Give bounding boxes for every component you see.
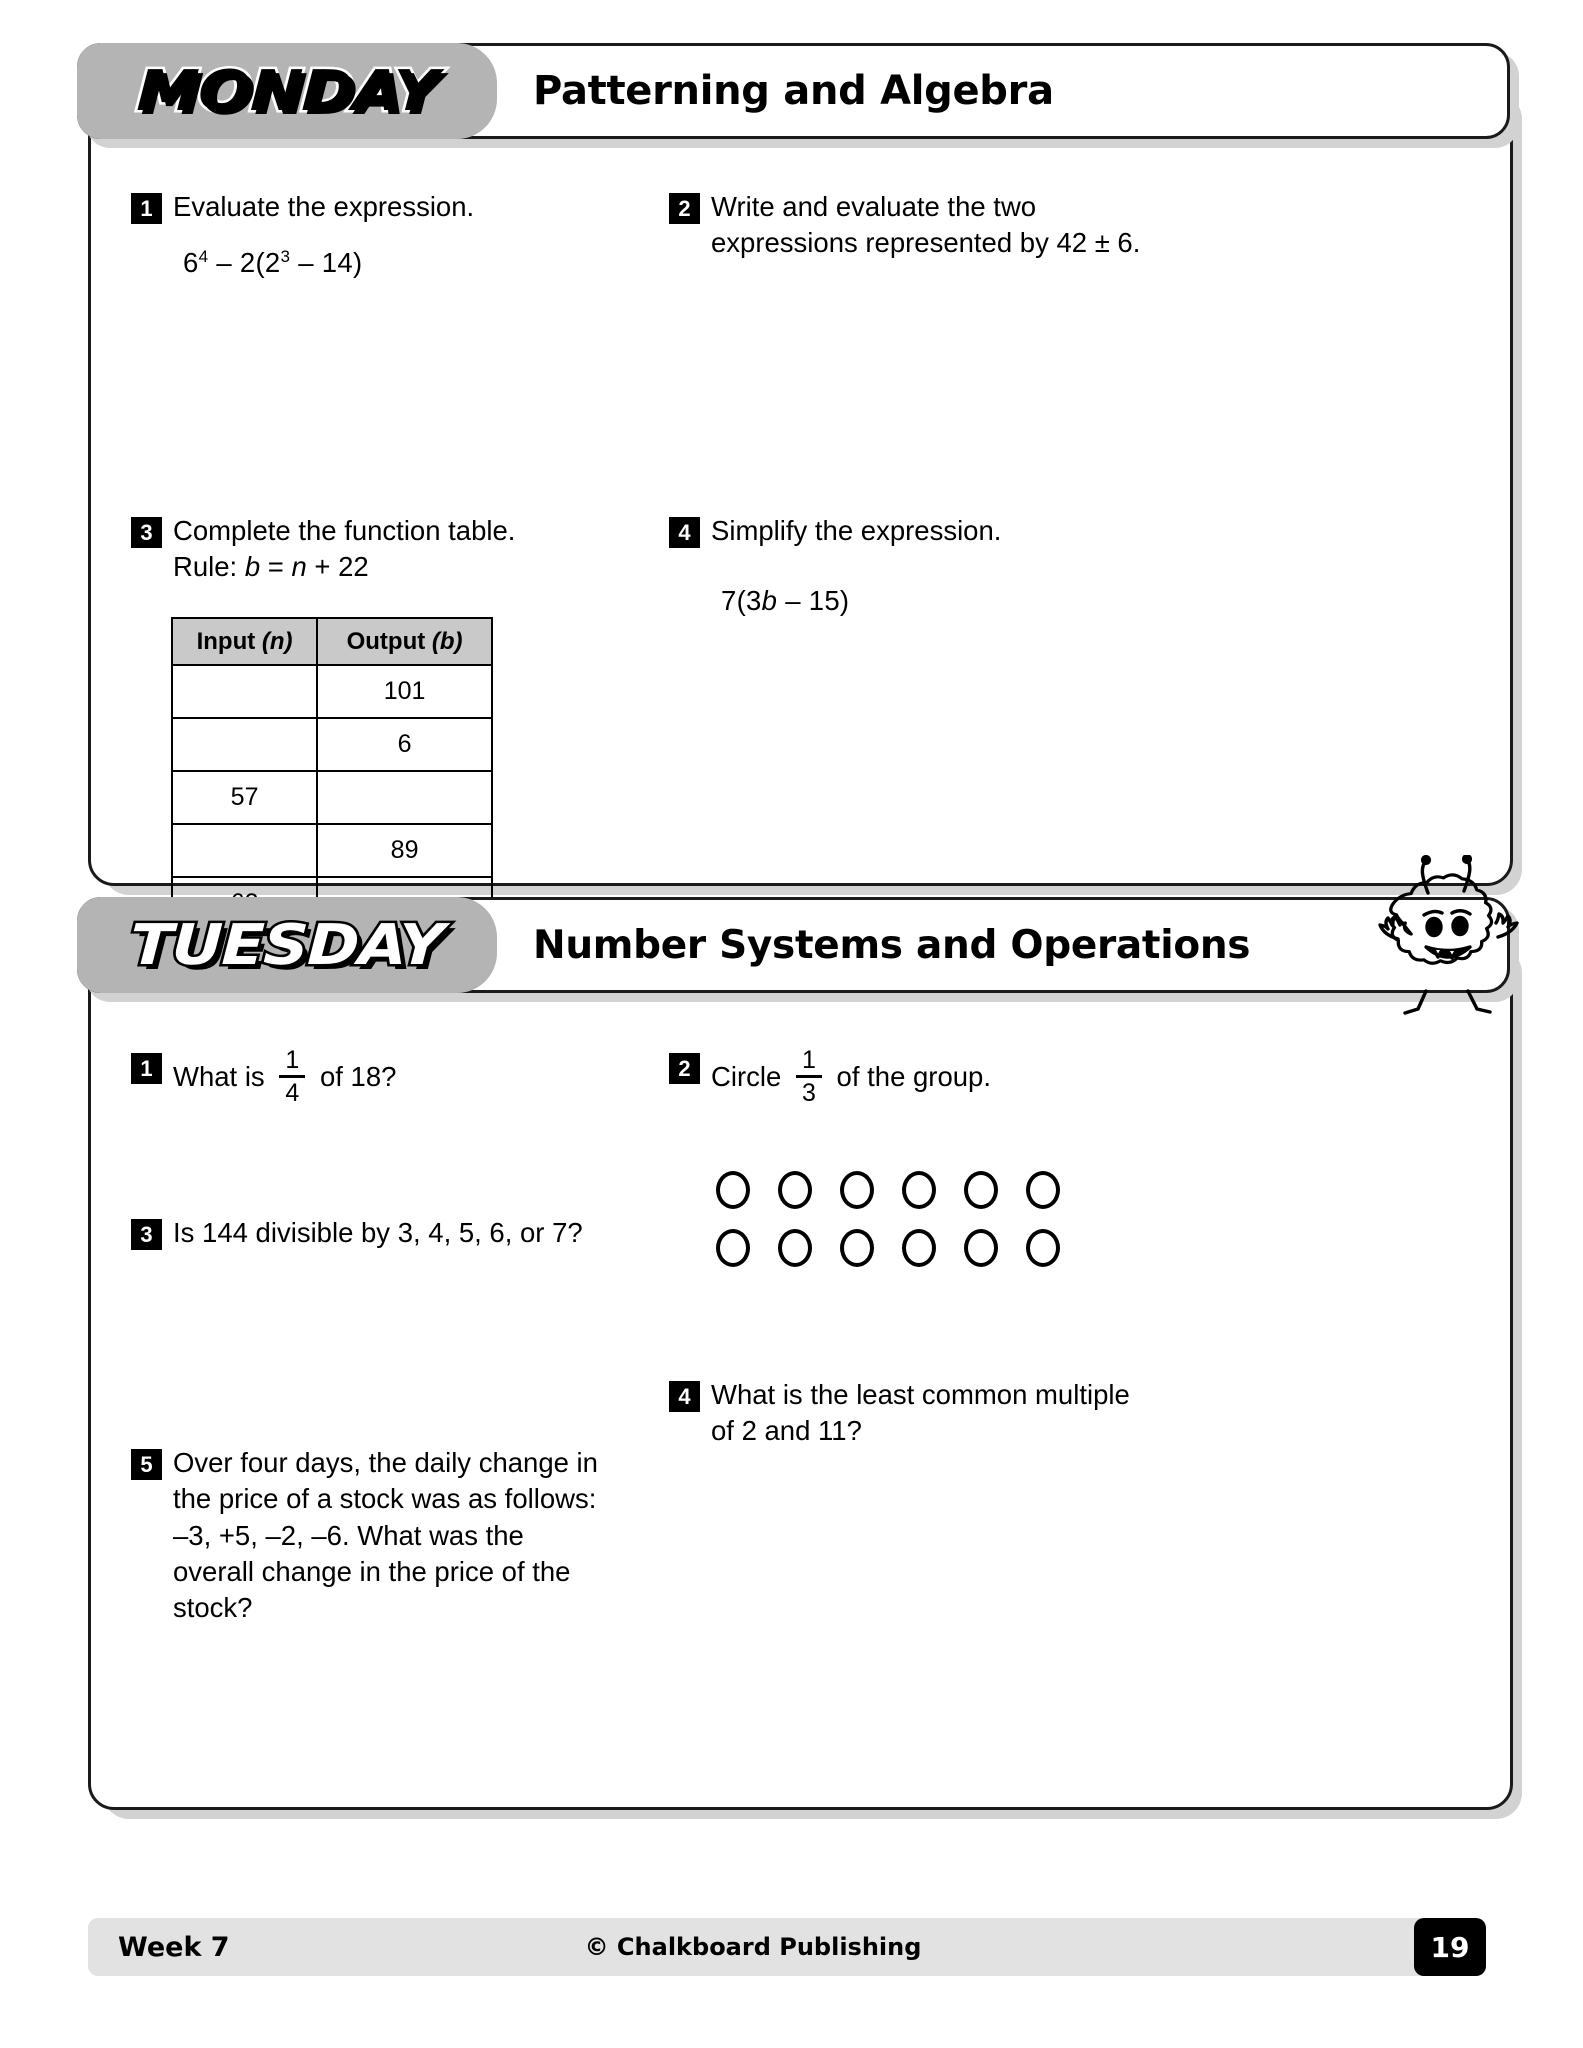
question-number: 2 — [669, 1053, 700, 1084]
question-text: What is the least common multiple of 2 and 11? — [711, 1379, 1130, 1447]
question-tuesday-3 — [131, 1215, 631, 1251]
table-row — [172, 718, 492, 771]
function-table — [171, 617, 493, 931]
circle-row — [716, 1171, 1060, 1209]
circle-item[interactable] — [716, 1229, 750, 1267]
question-text: Over four days, the daily change in the price of a stock was as follows: –3, +5, –2, –6. What was the overall change in the price of the stock? — [173, 1447, 598, 1624]
circle-item[interactable] — [840, 1171, 874, 1209]
table-header-row — [172, 618, 492, 665]
circle-item[interactable] — [716, 1171, 750, 1209]
table-cell-output[interactable]: 6 — [317, 718, 492, 771]
day-badge-monday — [77, 43, 497, 139]
day-topic-tuesday: Number Systems and Operations — [533, 922, 1251, 968]
fraction: $\frac{1}{4}$ — [279, 1047, 305, 1106]
circle-item[interactable] — [1026, 1229, 1060, 1267]
circle-item[interactable] — [778, 1171, 812, 1209]
table-header-input: Input (n) — [172, 618, 317, 665]
table-cell-output[interactable]: 101 — [317, 665, 492, 718]
table-row — [172, 771, 492, 824]
day-panel-tuesday — [88, 912, 1513, 1810]
circle-item[interactable] — [778, 1229, 812, 1267]
circle-item[interactable] — [1026, 1171, 1060, 1209]
day-badge-label: TUESDAY — [129, 912, 445, 978]
function-rule: Rule: b = n + 22 — [173, 551, 369, 583]
question-tuesday-2 — [669, 1046, 1109, 1108]
question-text: Write and evaluate the two expressions represented by 42 ± 6. — [711, 191, 1141, 259]
circle-item[interactable] — [840, 1229, 874, 1267]
question-monday-4 — [669, 513, 1139, 549]
table-cell-input[interactable] — [172, 665, 317, 718]
question-number: 5 — [131, 1449, 162, 1480]
table-cell-input[interactable]: 57 — [172, 771, 317, 824]
question-number: 3 — [131, 517, 162, 548]
circle-item[interactable] — [902, 1171, 936, 1209]
question-text: Is 144 divisible by 3, 4, 5, 6, or 7? — [173, 1217, 583, 1248]
question-number: 4 — [669, 517, 700, 548]
question-tuesday-5 — [131, 1445, 609, 1626]
footer-bar — [88, 1918, 1448, 1976]
table-cell-output[interactable]: 89 — [317, 824, 492, 877]
day-badge-tuesday — [77, 897, 497, 993]
table-row — [172, 824, 492, 877]
day-header-monday — [77, 43, 1510, 139]
fraction-bar — [279, 1075, 305, 1078]
day-topic-monday: Patterning and Algebra — [533, 68, 1054, 114]
circle-row — [716, 1229, 1060, 1267]
page-footer — [88, 1918, 1486, 1976]
question-monday-2 — [669, 189, 1169, 262]
question-tuesday-1 — [131, 1046, 611, 1108]
table-header-output: Output (b) — [317, 618, 492, 665]
monster-mascot-icon — [1368, 855, 1528, 1025]
question-text: Circle $\frac{1}{3}$ of the group. — [711, 1046, 991, 1107]
question-monday-3 — [131, 513, 631, 586]
question-number: 2 — [669, 193, 700, 224]
panel-body-monday — [91, 151, 1510, 883]
expression-monday-4: 7(3b – 15) — [721, 585, 850, 616]
question-text: Complete the function table. Rule: b = n + 22 — [173, 515, 516, 583]
question-text: Evaluate the expression. — [173, 191, 475, 222]
question-text: What is $\frac{1}{4}$ of 18? — [173, 1046, 397, 1107]
table-cell-input[interactable] — [172, 718, 317, 771]
question-number: 1 — [131, 1053, 162, 1084]
copyright-text: © Chalkboard Publishing — [584, 1933, 922, 1961]
table-cell-input[interactable] — [172, 824, 317, 877]
table-row — [172, 665, 492, 718]
question-monday-1 — [131, 189, 651, 225]
table-cell-output[interactable] — [317, 771, 492, 824]
fraction-bar — [796, 1075, 822, 1078]
panel-body-tuesday — [91, 1005, 1510, 1807]
fraction: $\frac{1}{3}$ — [796, 1047, 822, 1106]
question-text: Simplify the expression. — [711, 515, 1002, 546]
question-number: 4 — [669, 1381, 700, 1412]
circle-item[interactable] — [964, 1171, 998, 1209]
question-number: 1 — [131, 193, 162, 224]
circle-item[interactable] — [902, 1229, 936, 1267]
expression-monday-1: $6^4 - 2(2^3 - 14)$ — [183, 247, 363, 279]
week-label: Week 7 — [118, 1931, 230, 1963]
day-header-tuesday — [77, 897, 1510, 993]
question-tuesday-4 — [669, 1377, 1139, 1450]
circle-item[interactable] — [964, 1229, 998, 1267]
page-number-badge: 19 — [1414, 1918, 1486, 1976]
circle-group — [716, 1171, 1060, 1287]
day-badge-label: MONDAY — [135, 58, 439, 124]
day-panel-monday — [88, 58, 1513, 886]
question-number: 3 — [131, 1219, 162, 1250]
